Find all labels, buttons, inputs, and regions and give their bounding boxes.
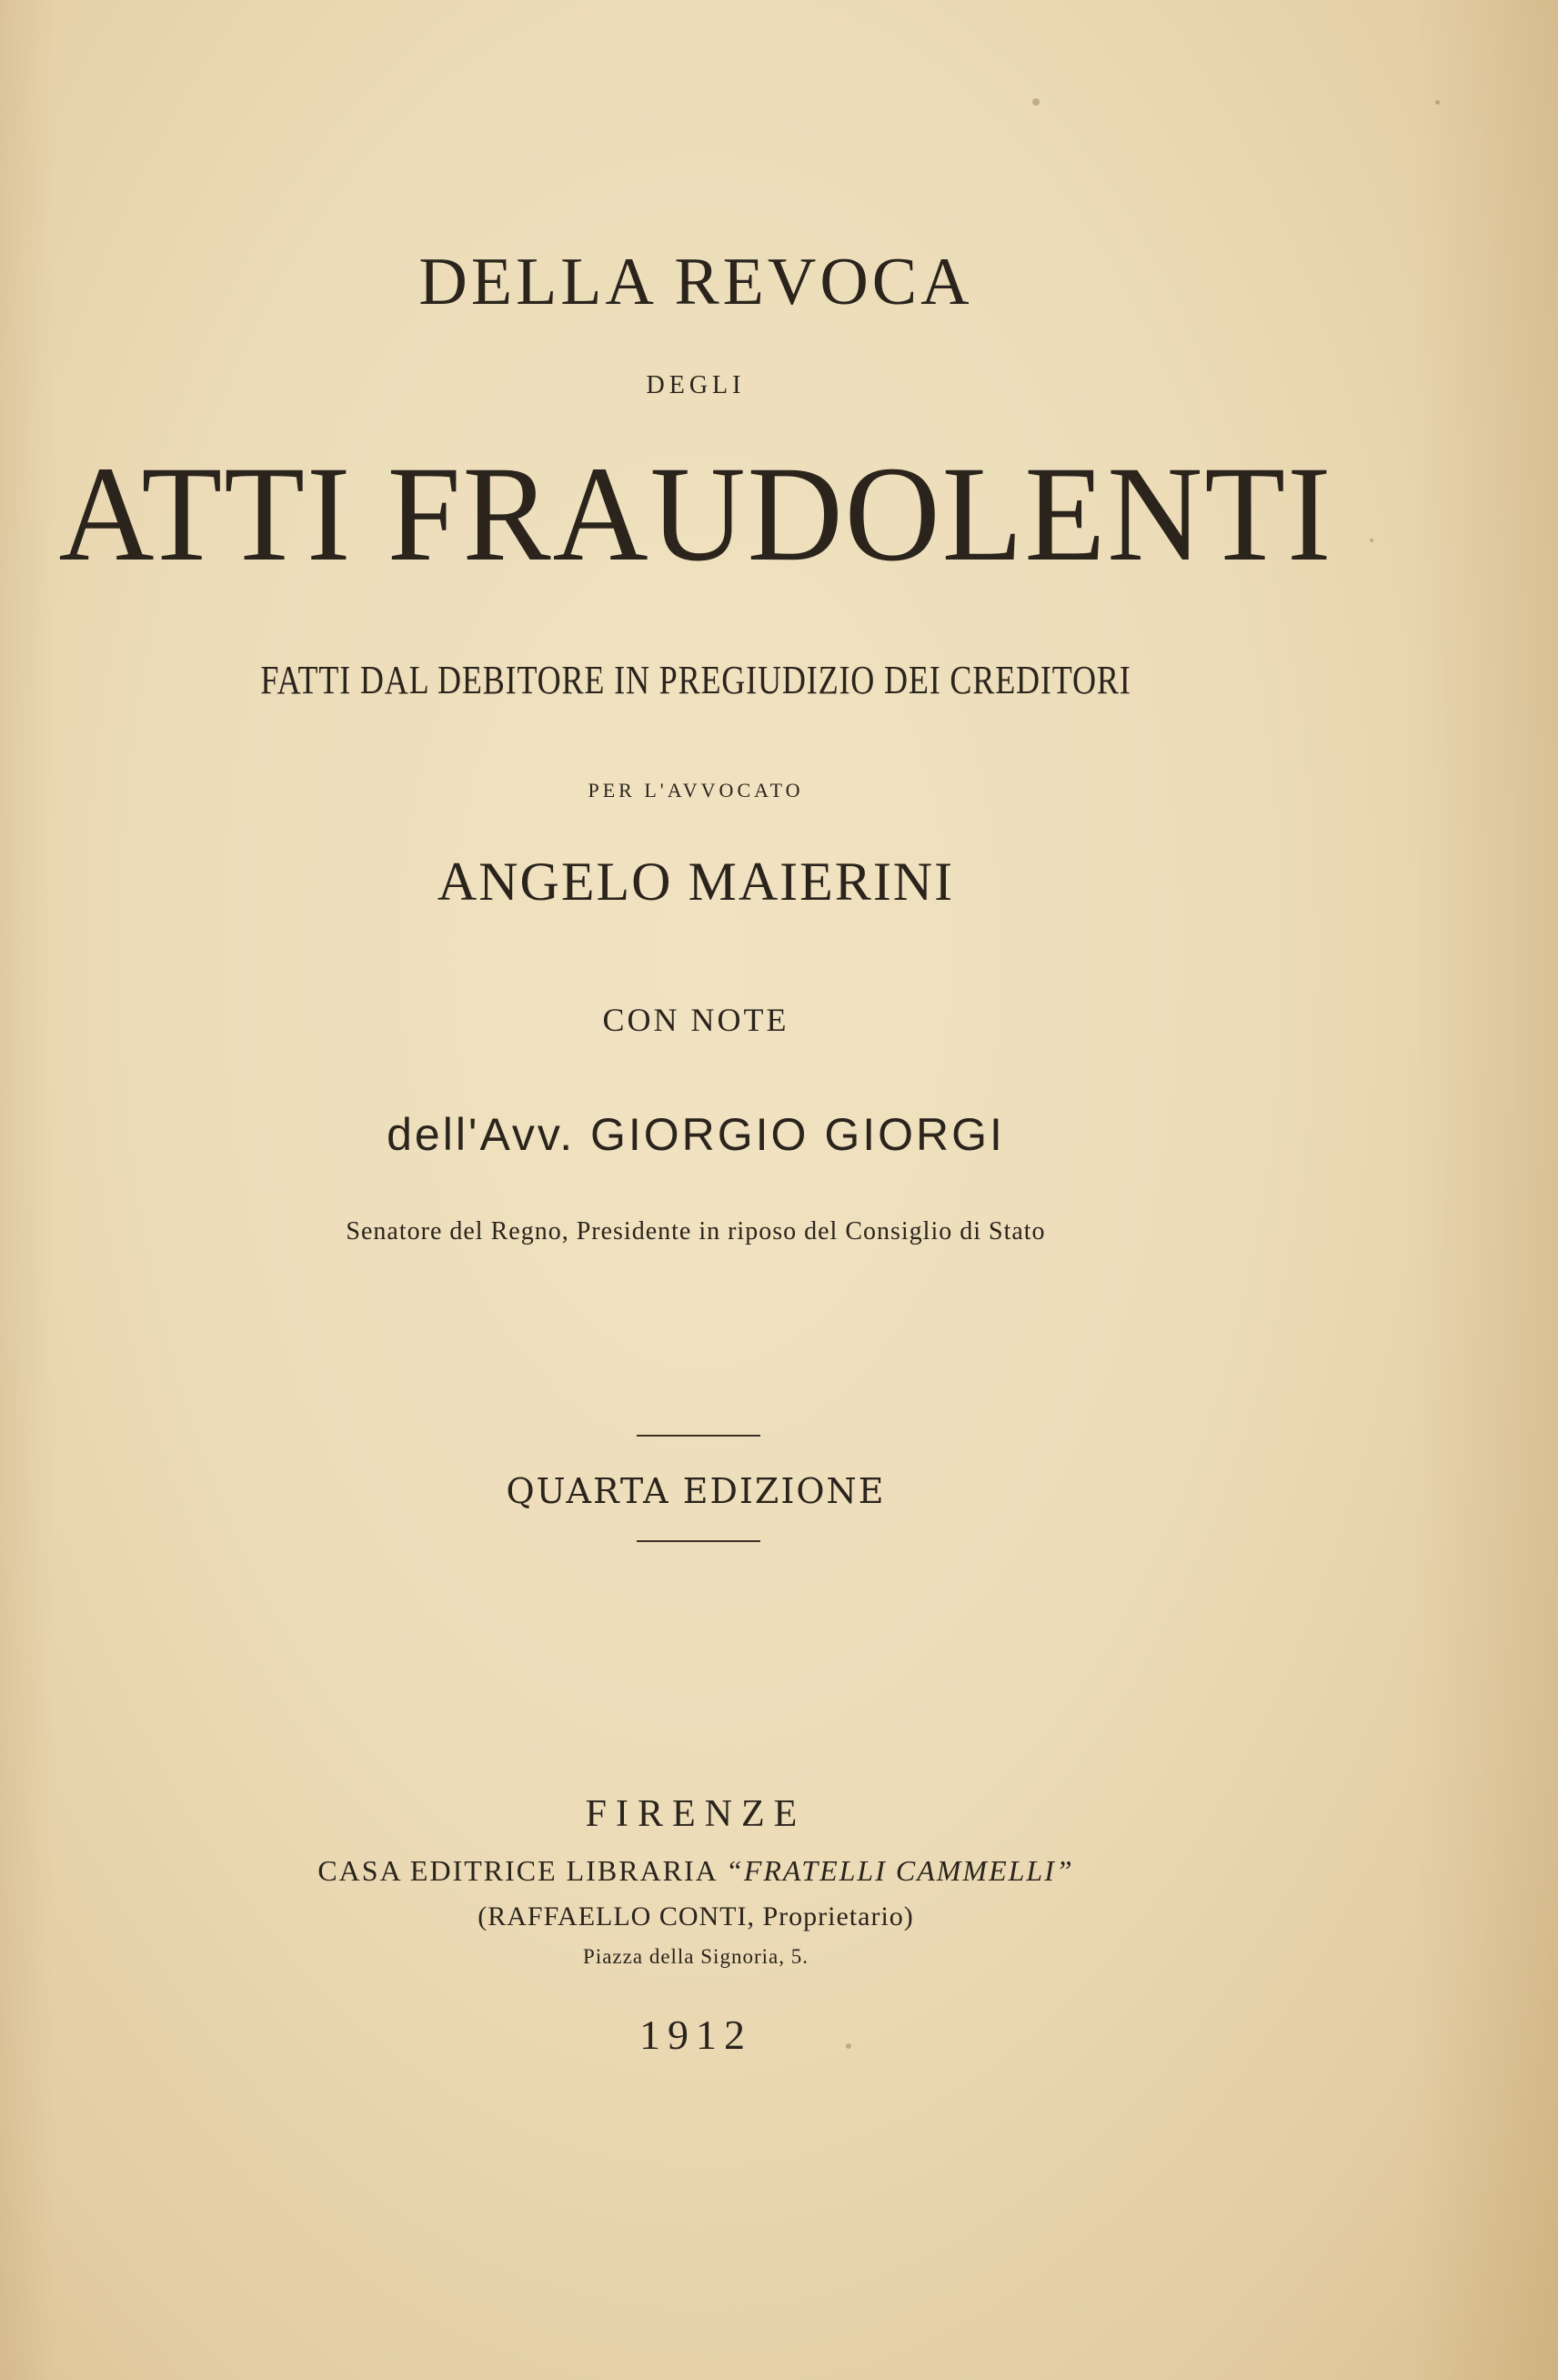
edition: QUARTA EDIZIONE — [506, 1471, 886, 1511]
imprint-year: 1912 — [639, 2012, 752, 2058]
paper-spot — [1032, 98, 1040, 106]
publisher-prefix: CASA EDITRICE LIBRARIA — [317, 1854, 718, 1887]
title-line-1: DELLA REVOCA — [418, 245, 973, 319]
paper-spot — [1435, 100, 1440, 105]
subtitle: FATTI DAL DEBITORE IN PREGIUDIZIO DEI CREDITORI — [260, 658, 1131, 702]
imprint-city: FIRENZE — [585, 1793, 807, 1835]
main-title: ATTI FRAUDOLENTI — [58, 439, 1333, 590]
page-shadow-right — [1412, 0, 1558, 2380]
title-line-2: DEGLI — [646, 371, 746, 399]
publisher-name: “FRATELLI CAMMELLI” — [726, 1854, 1074, 1887]
author-name: ANGELO MAIERINI — [437, 852, 955, 912]
imprint-address: Piazza della Signoria, 5. — [583, 1945, 809, 1968]
edition-rule-bottom — [637, 1540, 760, 1542]
notes-author-title: Senatore del Regno, Presidente in riposo del Consiglio di Stato — [346, 1217, 1046, 1245]
notes-author: dell'Avv. GIORGIO GIORGI — [387, 1109, 1005, 1160]
imprint-proprietor: (RAFFAELLO CONTI, Proprietario) — [477, 1901, 914, 1931]
author-prefix: PER L'AVVOCATO — [588, 779, 804, 802]
notes-label: CON NOTE — [602, 1002, 789, 1038]
edition-rule-top — [637, 1435, 760, 1437]
imprint-publisher — [0, 1854, 1392, 1888]
